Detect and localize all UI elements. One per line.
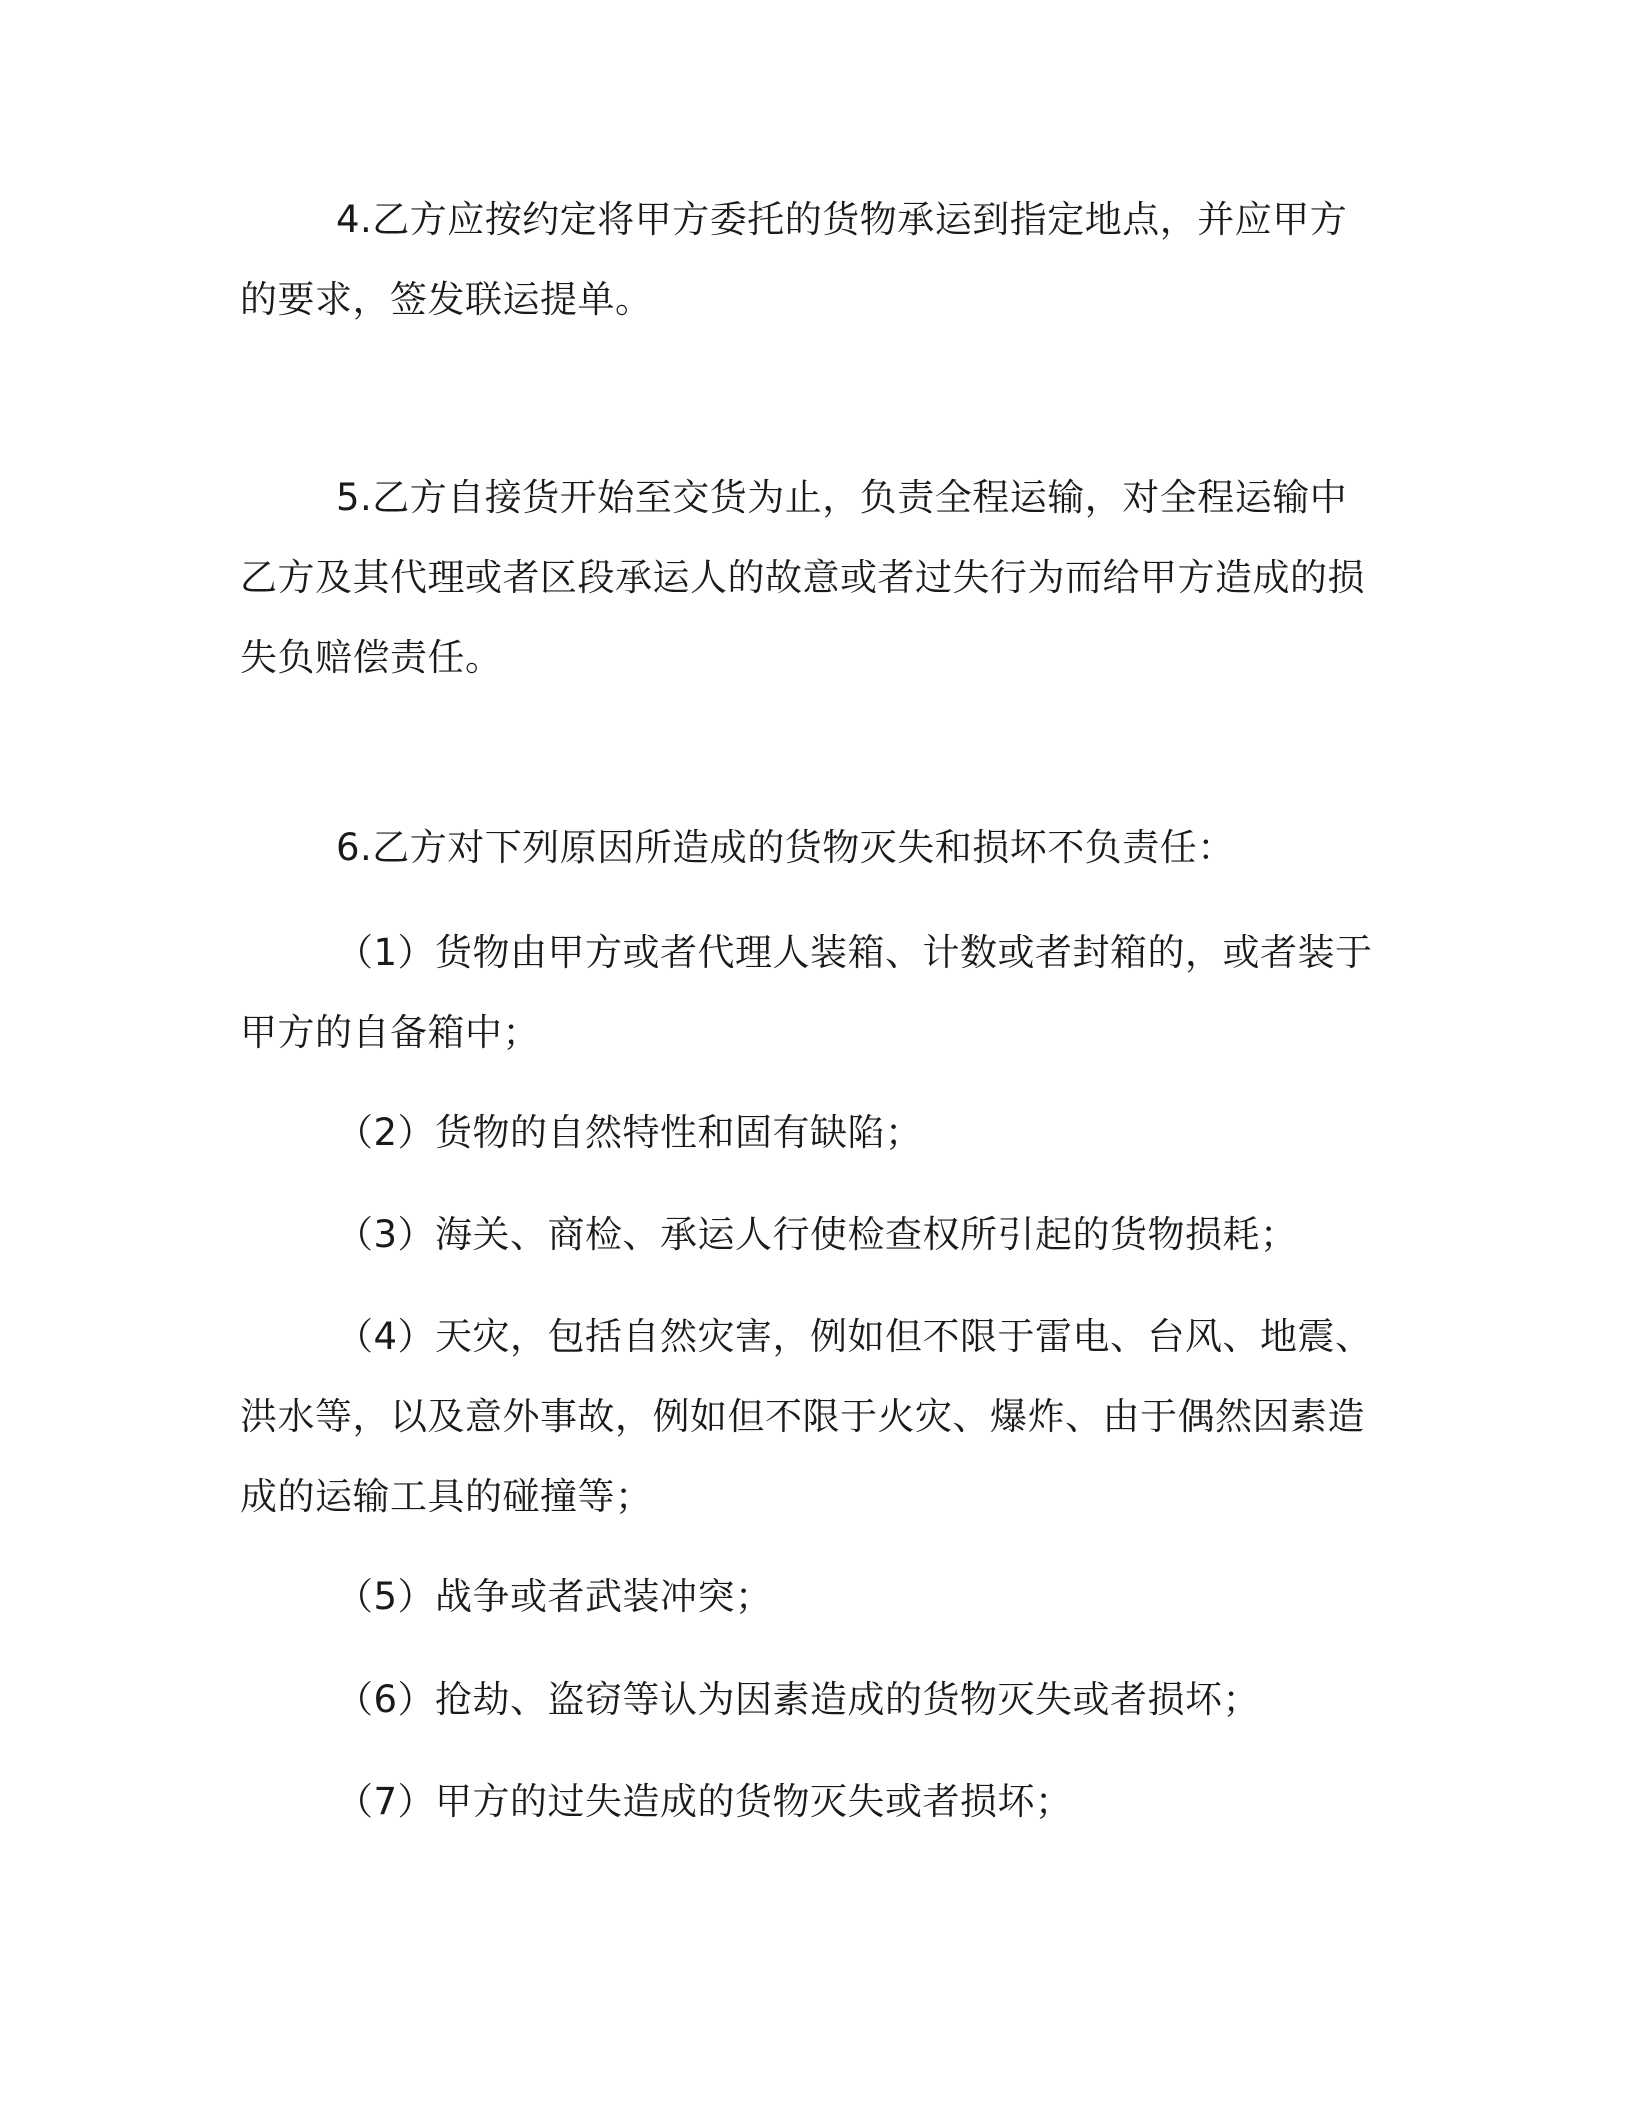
clause-4-paragraph: 4.乙方应按约定将甲方委托的货物承运到指定地点，并应甲方的要求，签发联运提单。 <box>240 198 1348 321</box>
clause-6-item-4: （4）天灾，包括自然灾害，例如但不限于雷电、台风、地震、洪水等，以及意外事故，例如但不限于火灾、爆炸、由于偶然因素造成的运输工具的碰撞等； <box>240 1315 1373 1518</box>
clause-6-item-1: （1）货物由甲方或者代理人装箱、计数或者封箱的，或者装于甲方的自备箱中； <box>240 931 1373 1054</box>
clause-5-paragraph: 5.乙方自接货开始至交货为止，负责全程运输，对全程运输中乙方及其代理或者区段承运人的故意或者过失行为而给甲方造成的损失负赔偿责任。 <box>240 476 1365 679</box>
clause-6-item-2: （2）货物的自然特性和固有缺陷； <box>336 1111 923 1154</box>
clause-6-item-6: （6）抢劫、盗窃等认为因素造成的货物灭失或者损坏； <box>336 1678 1261 1721</box>
clause-6-item-7: （7）甲方的过失造成的货物灭失或者损坏； <box>336 1780 1073 1823</box>
clause-6-item-3: （3）海关、商检、承运人行使检查权所引起的货物损耗； <box>336 1213 1298 1256</box>
clause-6-item-5: （5）战争或者武装冲突； <box>336 1575 773 1618</box>
clause-6-paragraph: 6.乙方对下列原因所造成的货物灭失和损坏不负责任： <box>336 826 1235 869</box>
